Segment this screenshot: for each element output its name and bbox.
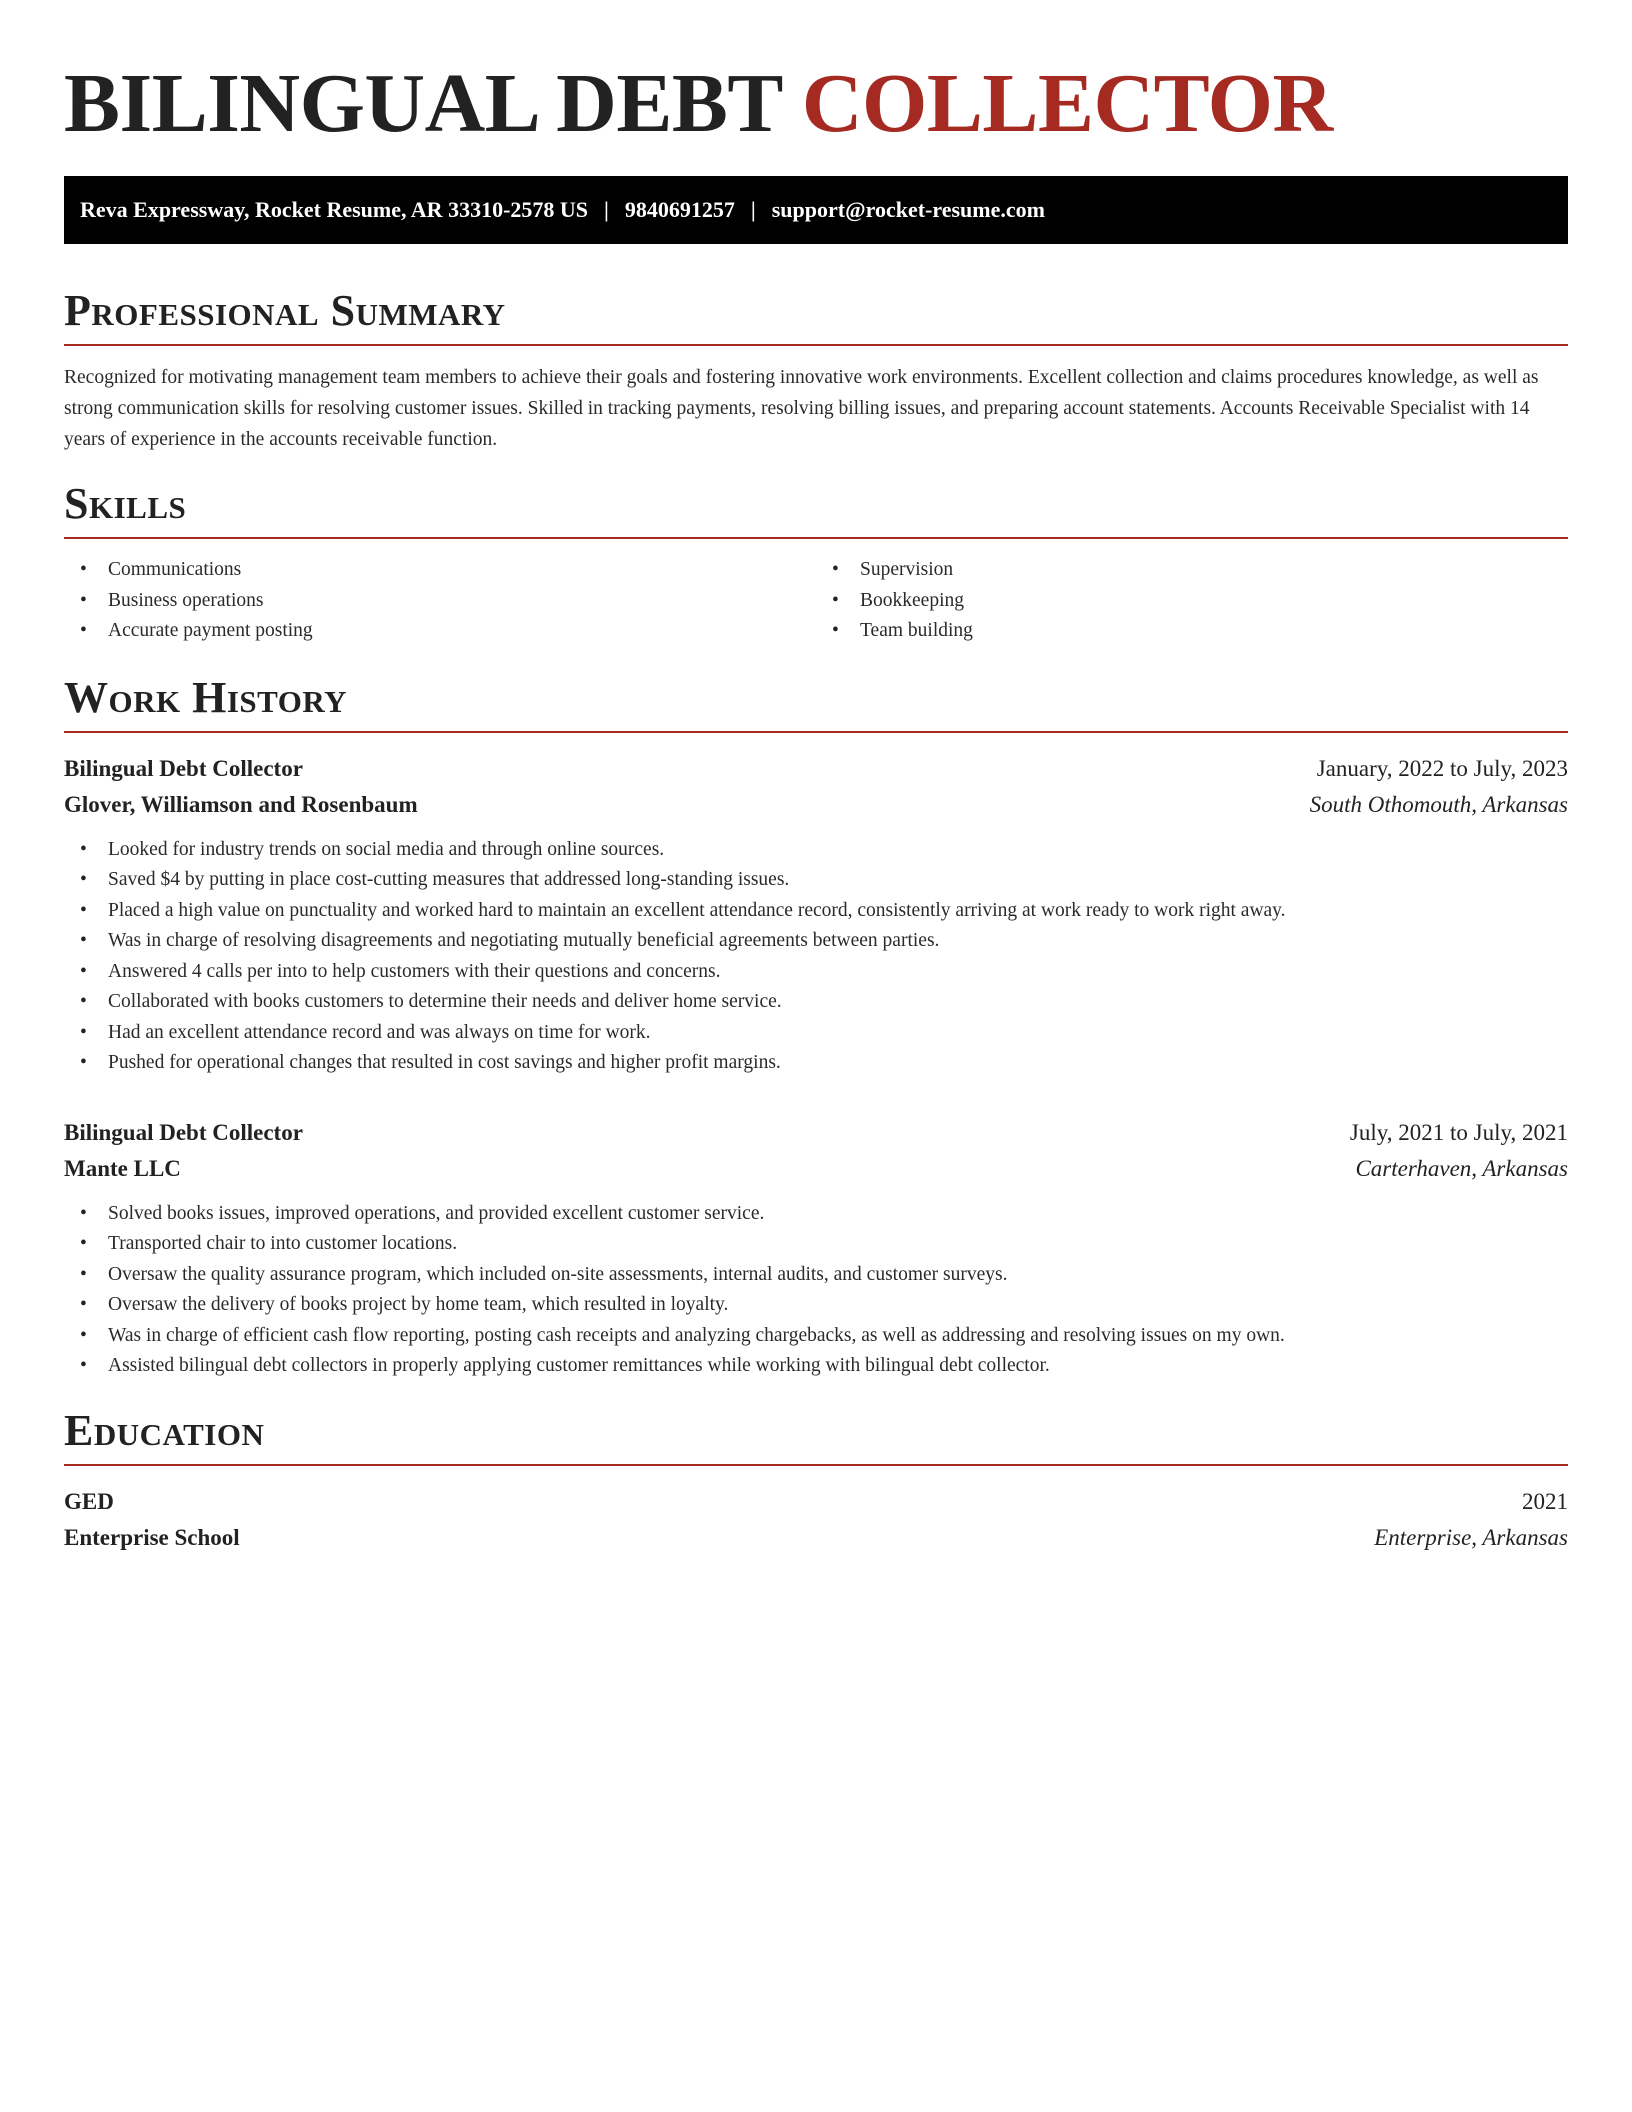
- job-company: Mante LLC: [64, 1155, 181, 1181]
- name-first-part: BILINGUAL DEBT: [64, 57, 782, 150]
- skills-section: [64, 479, 1568, 647]
- contact-separator: |: [604, 197, 609, 222]
- job-company: Glover, Williamson and Rosenbaum: [64, 791, 418, 817]
- skill-item: • Accurate payment posting: [64, 616, 816, 647]
- job-bullets: [64, 1199, 1568, 1382]
- section-title-summary: Professional Summary: [64, 286, 1568, 346]
- contact-email: support@rocket-resume.com: [771, 197, 1045, 222]
- section-title-education: Education: [64, 1406, 1568, 1466]
- skills-column-right: [816, 555, 1568, 647]
- education-section: [64, 1406, 1568, 1556]
- skill-item: • Communications: [64, 555, 816, 586]
- education-year: 2021: [1522, 1488, 1568, 1514]
- skills-grid: [64, 555, 1568, 647]
- contact-phone: 9840691257: [624, 197, 735, 222]
- skill-item: • Supervision: [816, 555, 1568, 586]
- job-bullet: • Pushed for operational changes that resulted in cost savings and higher profit margins.: [64, 1048, 1568, 1079]
- skill-item: • Bookkeeping: [816, 586, 1568, 617]
- job-entry: [64, 1115, 1568, 1382]
- job-bullet: • Transported chair to into customer locations.: [64, 1229, 1568, 1260]
- skill-item: • Business operations: [64, 586, 816, 617]
- job-bullet: • Solved books issues, improved operations, and provided excellent customer service.: [64, 1199, 1568, 1230]
- education-degree: GED: [64, 1488, 114, 1514]
- skill-item: • Team building: [816, 616, 1568, 647]
- resume-name: [64, 0, 1568, 152]
- job-bullet: • Oversaw the delivery of books project by home team, which resulted in loyalty.: [64, 1290, 1568, 1321]
- job-entry: [64, 751, 1568, 1079]
- skills-column-left: [64, 555, 816, 647]
- job-bullet: • Collaborated with books customers to determine their needs and deliver home service.: [64, 987, 1568, 1018]
- job-location: Carterhaven, Arkansas: [1355, 1155, 1568, 1181]
- summary-section: [64, 286, 1568, 455]
- job-bullet: • Assisted bilingual debt collectors in properly applying customer remittances while working with bilingual debt collector.: [64, 1351, 1568, 1382]
- education-location: Enterprise, Arkansas: [1374, 1524, 1568, 1550]
- job-bullet: • Oversaw the quality assurance program, which included on-site assessments, internal audits, and customer surveys.: [64, 1260, 1568, 1291]
- education-entry: [64, 1484, 1568, 1556]
- section-title-skills: Skills: [64, 479, 1568, 539]
- job-bullet: • Was in charge of efficient cash flow reporting, posting cash receipts and analyzing chargebacks, as well as addressing and resolving issues on my own.: [64, 1321, 1568, 1352]
- job-dates: July, 2021 to July, 2021: [1349, 1119, 1568, 1145]
- name-last-part: COLLECTOR: [801, 57, 1333, 150]
- job-location: South Othomouth, Arkansas: [1309, 791, 1568, 817]
- job-bullets: [64, 835, 1568, 1079]
- contact-address: Reva Expressway, Rocket Resume, AR 33310-2578 US: [80, 197, 589, 222]
- contact-bar: [64, 176, 1568, 244]
- job-bullet: • Answered 4 calls per into to help customers with their questions and concerns.: [64, 957, 1568, 988]
- job-bullet: • Looked for industry trends on social media and through online sources.: [64, 835, 1568, 866]
- contact-separator: |: [750, 197, 756, 222]
- job-bullet: • Placed a high value on punctuality and worked hard to maintain an excellent attendance record, consistently arriving at work ready to work right away.: [64, 896, 1568, 927]
- section-title-work-history: Work History: [64, 673, 1568, 733]
- job-bullet: • Was in charge of resolving disagreements and negotiating mutually beneficial agreements between parties.: [64, 926, 1568, 957]
- work-history-section: [64, 673, 1568, 1382]
- job-bullet: • Had an excellent attendance record and was always on time for work.: [64, 1018, 1568, 1049]
- job-bullet: • Saved $4 by putting in place cost-cutting measures that addressed long-standing issues.: [64, 865, 1568, 896]
- education-school: Enterprise School: [64, 1524, 240, 1550]
- job-title: Bilingual Debt Collector: [64, 1119, 303, 1145]
- job-title: Bilingual Debt Collector: [64, 755, 303, 781]
- job-dates: January, 2022 to July, 2023: [1316, 755, 1568, 781]
- summary-text: Recognized for motivating management team members to achieve their goals and fostering innovative work environments. Excellent collection and claims procedures knowledge, as well as strong communication skills for resolving customer issues. Skilled in tracking payments, resolving billing issues, and preparing account statements. Accounts Receivable Specialist with 14 years of experience in the accounts receivable function.: [64, 367, 1539, 450]
